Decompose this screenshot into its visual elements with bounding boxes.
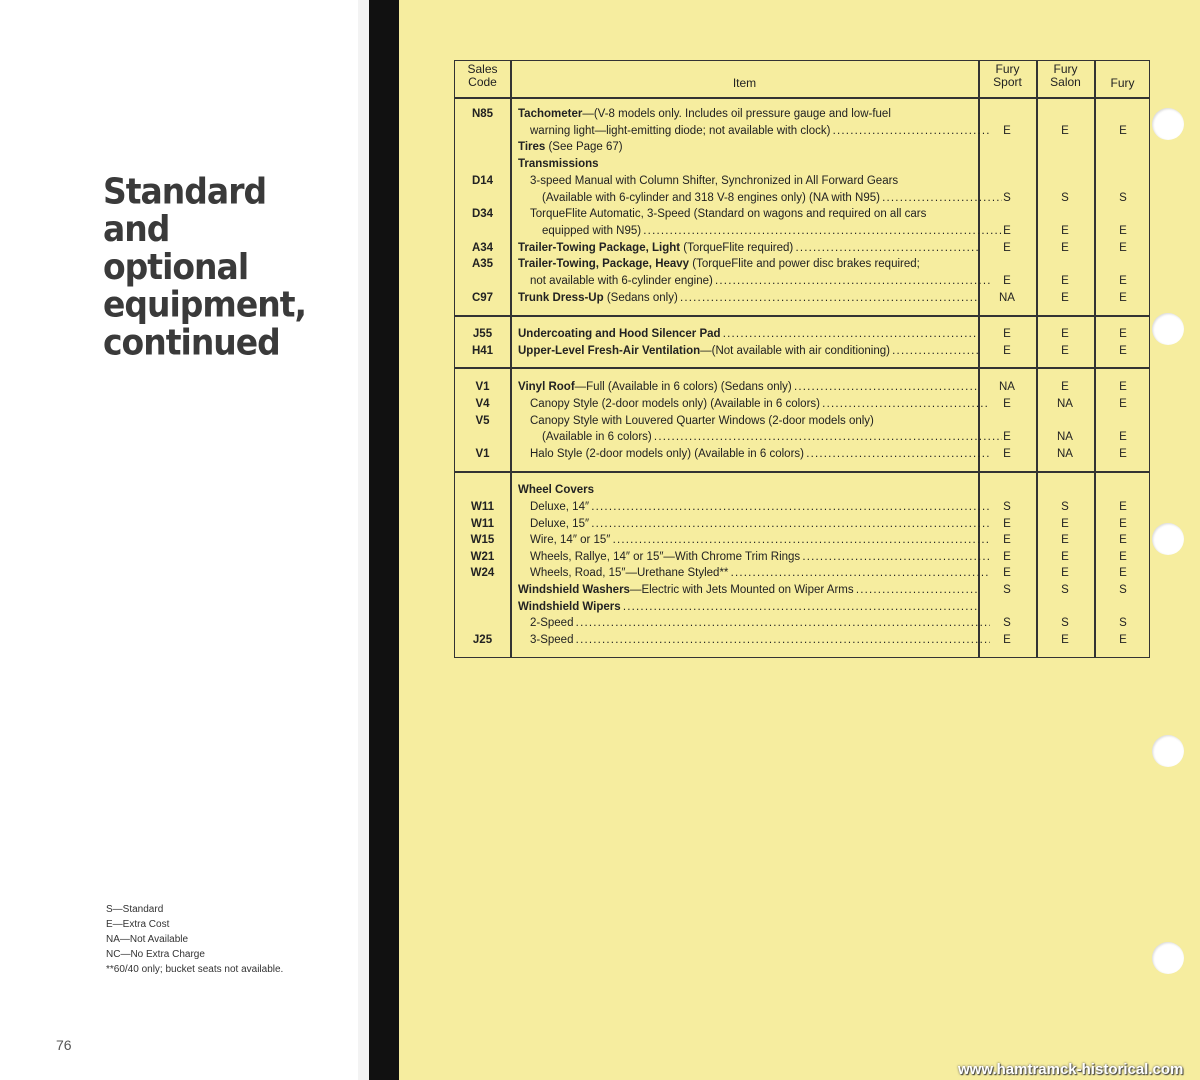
fury-salon-value: E — [1061, 225, 1069, 237]
binder-hole — [1152, 942, 1184, 974]
table-row — [455, 240, 1149, 257]
sales-code: V5 — [475, 415, 490, 427]
fury-value: E — [1119, 534, 1127, 546]
fury-salon-value: E — [1061, 534, 1069, 546]
header-text: Fury — [995, 62, 1020, 76]
item-description — [518, 549, 990, 566]
fury-value: E — [1119, 501, 1127, 513]
item-detail: 2-Speed — [530, 617, 574, 629]
table-row — [455, 223, 1149, 240]
fury-sport-value: E — [1003, 448, 1011, 460]
fury-value: S — [1119, 584, 1127, 596]
heading-line: and — [103, 207, 170, 250]
item-description — [518, 290, 978, 307]
group-divider — [455, 315, 1149, 317]
item-name: Wheel Covers — [518, 484, 595, 496]
sales-code: W21 — [470, 551, 495, 563]
fury-sport-value: S — [1003, 584, 1011, 596]
item-detail: Canopy Style with Louvered Quarter Windows (2-door models only) — [530, 415, 874, 427]
item-detail: Deluxe, 14″ — [530, 501, 590, 513]
fury-value: S — [1119, 617, 1127, 629]
sales-code: D14 — [471, 175, 494, 187]
fury-value: E — [1119, 328, 1127, 340]
item-detail: (See Page 67) — [545, 141, 623, 153]
fury-salon-value: E — [1061, 551, 1069, 563]
fury-value: E — [1119, 242, 1127, 254]
item-detail: Canopy Style (2-door models only) (Available in 6 colors) — [530, 398, 820, 410]
fury-salon-value: E — [1061, 242, 1069, 254]
table-row — [455, 599, 1149, 616]
fury-salon-value: S — [1061, 501, 1069, 513]
table-row — [455, 273, 1149, 290]
item-detail: —Full (Available in 6 colors) (Sedans only) — [574, 381, 792, 393]
item-description — [518, 139, 978, 156]
sales-code: V1 — [475, 381, 490, 393]
item-description — [518, 343, 978, 360]
fury-sport-value: E — [1003, 567, 1011, 579]
fury-sport-value: NA — [999, 381, 1015, 393]
item-description — [518, 413, 990, 430]
table-row — [455, 429, 1149, 446]
item-name: Upper-Level Fresh-Air Ventilation — [518, 345, 701, 357]
item-detail: (Available with 6-cylinder and 318 V-8 engines only) (NA with N95) — [542, 192, 880, 204]
item-detail: Halo Style (2-door models only) (Available in 6 colors) — [530, 448, 804, 460]
table-row — [455, 582, 1149, 599]
table-row — [455, 206, 1149, 223]
fury-salon-value: E — [1061, 567, 1069, 579]
page-number: 76 — [56, 1037, 72, 1053]
table-row — [455, 326, 1149, 343]
legend — [106, 902, 283, 977]
header-text: Code — [468, 75, 497, 89]
header-fury: Fury — [1110, 76, 1135, 90]
fury-salon-value: E — [1061, 381, 1069, 393]
page-edge — [358, 0, 369, 1080]
item-detail: —Electric with Jets Mounted on Wiper Arms — [629, 584, 854, 596]
heading-line: optional — [103, 245, 249, 288]
fury-sport-value: E — [1003, 518, 1011, 530]
item-name: Trailer-Towing Package, Light — [518, 242, 681, 254]
header-item: Item — [732, 76, 757, 90]
fury-sport-value: E — [1003, 431, 1011, 443]
item-description — [518, 273, 990, 290]
item-detail: —(Not available with air conditioning) — [700, 345, 890, 357]
heading-line: Standard — [103, 169, 267, 212]
fury-sport-value: E — [1003, 398, 1011, 410]
fury-salon-value: E — [1061, 345, 1069, 357]
item-name: Trunk Dress-Up — [518, 292, 604, 304]
item-detail: Deluxe, 15″ — [530, 518, 590, 530]
fury-sport-value: E — [1003, 225, 1011, 237]
header-sales-code — [455, 63, 510, 97]
header-text: Sport — [993, 75, 1022, 89]
item-description — [518, 532, 990, 549]
item-description — [518, 190, 1002, 207]
item-description — [518, 240, 978, 257]
fury-value: E — [1119, 431, 1127, 443]
sales-code: N85 — [471, 108, 494, 120]
fury-sport-value: E — [1003, 634, 1011, 646]
header-text: Fury — [1053, 62, 1078, 76]
item-description — [518, 326, 978, 343]
fury-salon-value: E — [1061, 292, 1069, 304]
table-row — [455, 565, 1149, 582]
header-text: Salon — [1050, 75, 1081, 89]
item-detail: TorqueFlite Automatic, 3-Speed (Standard on wagons and required on all cars — [530, 208, 927, 220]
table-row — [455, 156, 1149, 173]
table-row — [455, 632, 1149, 649]
table-row — [455, 123, 1149, 140]
binder-hole — [1152, 313, 1184, 345]
page-heading — [103, 169, 353, 364]
table-row — [455, 446, 1149, 463]
sales-code: W11 — [470, 501, 494, 513]
table-row — [455, 290, 1149, 307]
item-detail: not available with 6-cylinder engine) — [530, 275, 713, 287]
item-detail: equipped with N95) — [542, 225, 642, 237]
table-row — [455, 615, 1149, 632]
item-name: Transmissions — [518, 158, 599, 170]
fury-sport-value: E — [1003, 242, 1011, 254]
item-name: Tachometer — [518, 108, 583, 120]
fury-value: E — [1119, 567, 1127, 579]
table-row — [455, 190, 1149, 207]
item-name: Undercoating and Hood Silencer Pad — [518, 328, 721, 340]
group-divider — [455, 471, 1149, 473]
fury-value: E — [1119, 345, 1127, 357]
item-description — [518, 123, 990, 140]
fury-value: E — [1119, 381, 1127, 393]
item-name: Windshield Washers — [518, 584, 630, 596]
sales-code: W15 — [470, 534, 495, 546]
item-detail: (Sedans only) — [603, 292, 678, 304]
fury-sport-value: S — [1003, 617, 1011, 629]
fury-value: E — [1119, 551, 1127, 563]
table-row — [455, 396, 1149, 413]
fury-salon-value: S — [1061, 192, 1069, 204]
fury-value: E — [1119, 275, 1127, 287]
item-detail: —(V-8 models only. Includes oil pressure gauge and low-fuel — [582, 108, 891, 120]
item-name: Vinyl Roof — [518, 381, 575, 393]
item-detail: (Available in 6 colors) — [542, 431, 652, 443]
binder-hole — [1152, 523, 1184, 555]
sales-code: D34 — [471, 208, 494, 220]
item-description — [518, 256, 978, 273]
item-description — [518, 599, 978, 616]
sales-code: J25 — [472, 634, 493, 646]
fury-sport-value: E — [1003, 275, 1011, 287]
header-text: Sales — [467, 62, 498, 76]
item-description — [518, 499, 990, 516]
item-description — [518, 582, 978, 599]
fury-sport-value: S — [1003, 501, 1011, 513]
equipment-table — [454, 60, 1150, 658]
item-description — [518, 106, 978, 123]
binder-divider-bar — [369, 0, 399, 1080]
fury-value: E — [1119, 398, 1127, 410]
item-detail: 3-speed Manual with Column Shifter, Synchronized in All Forward Gears — [530, 175, 899, 187]
legend-item: E—Extra Cost — [106, 919, 170, 930]
item-detail: Wheels, Rallye, 14″ or 15″—With Chrome Trim Rings — [530, 551, 801, 563]
fury-salon-value: E — [1061, 328, 1069, 340]
fury-value: E — [1119, 125, 1127, 137]
item-detail: 3-Speed — [530, 634, 574, 646]
fury-salon-value: S — [1061, 617, 1069, 629]
table-row — [455, 173, 1149, 190]
fury-salon-value: E — [1061, 125, 1069, 137]
left-page — [0, 0, 358, 1080]
item-description — [518, 516, 990, 533]
fury-sport-value: E — [1003, 125, 1011, 137]
group-divider — [455, 367, 1149, 369]
table-row — [455, 139, 1149, 156]
table-row — [455, 549, 1149, 566]
table-row — [455, 482, 1149, 499]
item-description — [518, 206, 990, 223]
item-description — [518, 379, 978, 396]
header-fury-sport — [979, 63, 1036, 97]
sales-code: J55 — [472, 328, 493, 340]
fury-salon-value: NA — [1057, 431, 1073, 443]
item-description — [518, 615, 990, 632]
item-description — [518, 156, 978, 173]
item-detail: (TorqueFlite and power disc brakes required; — [689, 258, 920, 270]
item-description — [518, 446, 990, 463]
sales-code: A34 — [471, 242, 494, 254]
table-row — [455, 343, 1149, 360]
item-detail: Wire, 14″ or 15″ — [530, 534, 611, 546]
table-row — [455, 499, 1149, 516]
heading-line: continued — [103, 321, 280, 364]
legend-item: NC—No Extra Charge — [106, 949, 205, 960]
item-detail: (TorqueFlite required) — [680, 242, 794, 254]
legend-item: **60/40 only; bucket seats not available. — [106, 964, 284, 975]
fury-salon-value: E — [1061, 518, 1069, 530]
legend-item: NA—Not Available — [106, 934, 189, 945]
item-name: Tires — [518, 141, 546, 153]
sales-code: W24 — [470, 567, 495, 579]
sales-code: W11 — [470, 518, 494, 530]
table-row — [455, 532, 1149, 549]
fury-salon-value: S — [1061, 584, 1069, 596]
heading-line: equipment, — [103, 283, 307, 326]
item-name: Windshield Wipers — [518, 601, 621, 613]
item-description — [518, 223, 1002, 240]
fury-value: E — [1119, 518, 1127, 530]
item-detail: warning light—light-emitting diode; not available with clock) — [530, 125, 831, 137]
fury-sport-value: NA — [999, 292, 1015, 304]
sales-code: C97 — [471, 292, 494, 304]
fury-sport-value: E — [1003, 328, 1011, 340]
fury-salon-value: NA — [1057, 448, 1073, 460]
watermark: www.hamtramck-historical.com — [958, 1061, 1184, 1078]
right-page — [399, 0, 1200, 1080]
fury-value: E — [1119, 225, 1127, 237]
fury-salon-value: E — [1061, 634, 1069, 646]
fury-sport-value: E — [1003, 534, 1011, 546]
sales-code: H41 — [471, 345, 494, 357]
fury-value: E — [1119, 448, 1127, 460]
fury-value: E — [1119, 292, 1127, 304]
table-row — [455, 256, 1149, 273]
item-name: Trailer-Towing, Package, Heavy — [518, 258, 690, 270]
item-description — [518, 173, 990, 190]
item-description — [518, 429, 1002, 446]
item-description — [518, 482, 978, 499]
table-row — [455, 379, 1149, 396]
fury-salon-value: E — [1061, 275, 1069, 287]
item-detail: Wheels, Road, 15″—Urethane Styled** — [530, 567, 729, 579]
sales-code: A35 — [471, 258, 494, 270]
sales-code: V4 — [475, 398, 490, 410]
sales-code: V1 — [475, 448, 490, 460]
binder-hole — [1152, 735, 1184, 767]
item-description — [518, 632, 990, 649]
table-row — [455, 516, 1149, 533]
fury-sport-value: E — [1003, 345, 1011, 357]
table-row — [455, 413, 1149, 430]
fury-value: E — [1119, 634, 1127, 646]
fury-salon-value: NA — [1057, 398, 1073, 410]
fury-value: S — [1119, 192, 1127, 204]
item-description — [518, 565, 990, 582]
header-fury-salon — [1037, 63, 1094, 97]
binder-hole — [1152, 108, 1184, 140]
item-description — [518, 396, 990, 413]
legend-item: S—Standard — [106, 904, 164, 915]
fury-sport-value: E — [1003, 551, 1011, 563]
table-row — [455, 106, 1149, 123]
fury-sport-value: S — [1003, 192, 1011, 204]
